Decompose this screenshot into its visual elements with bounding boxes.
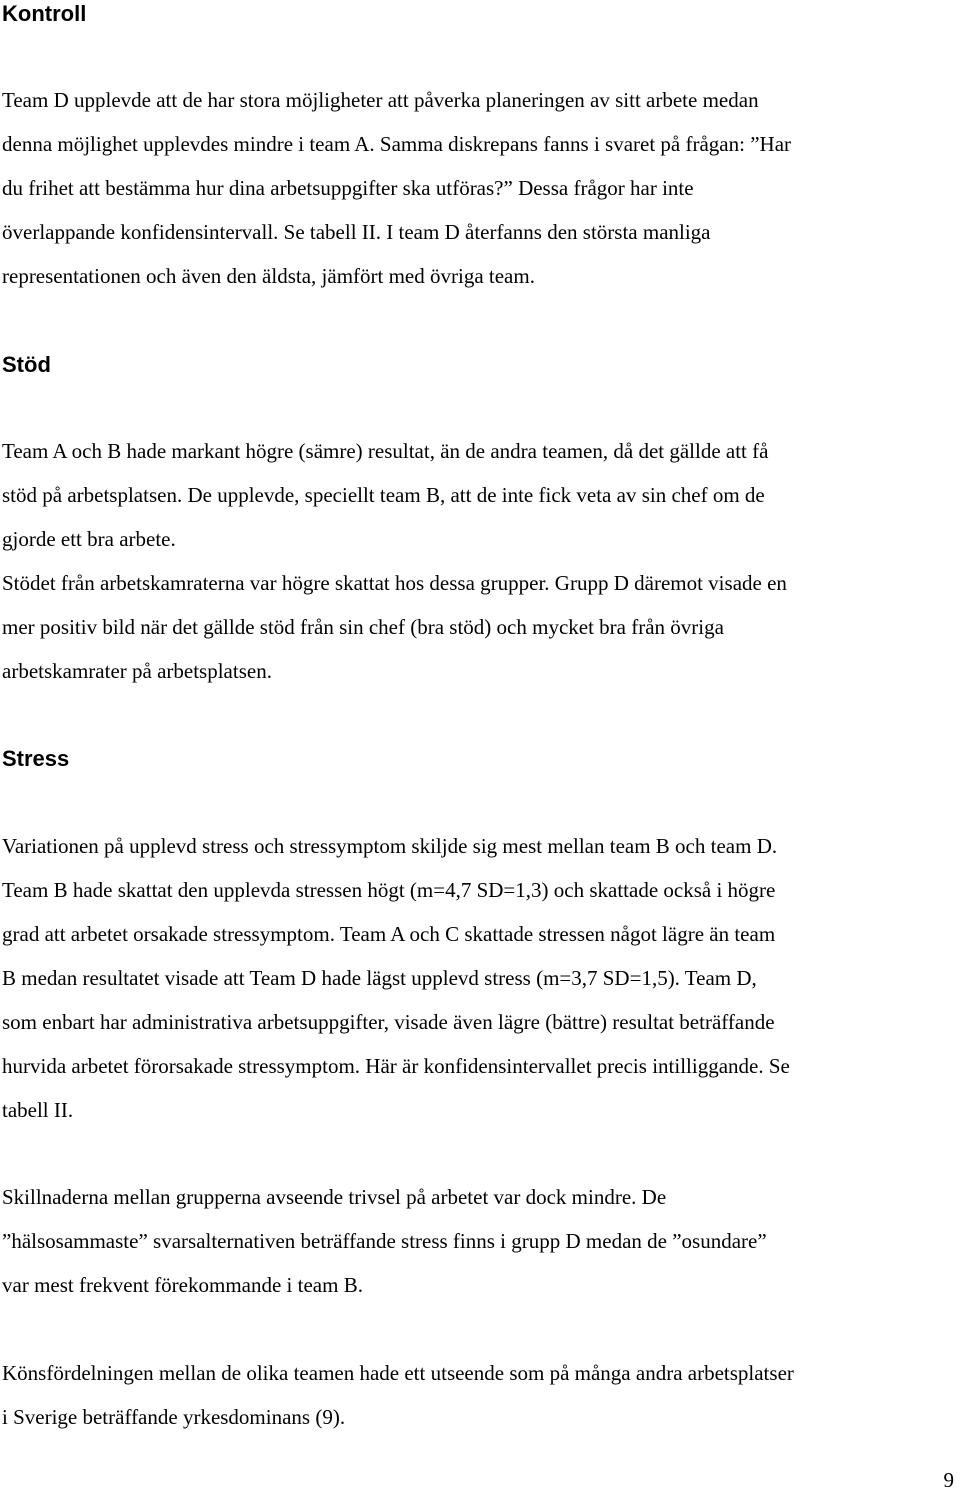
text-line: Team B hade skattat den upplevda stressen högt (m=4,7 SD=1,3) och skattade också i högre: [2, 878, 776, 902]
text-line: B medan resultatet visade att Team D hade lägst upplevd stress (m=3,7 SD=1,5). Team D,: [2, 966, 757, 990]
section-heading-stod: Stöd: [2, 352, 51, 377]
text-line: du frihet att bestämma hur dina arbetsuppgifter ska utföras?” Dessa frågor har inte: [2, 176, 694, 200]
section-heading-stress: Stress: [2, 746, 70, 771]
text-line: representationen och även den äldsta, jämfört med övriga team.: [2, 264, 535, 288]
text-line: hurvida arbetet förorsakade stressymptom. Här är konfidensintervallet precis intilliggande. Se: [2, 1054, 790, 1078]
text-line: som enbart har administrativa arbetsuppgifter, visade även lägre (bättre) resultat beträffande: [2, 1010, 775, 1034]
text-line: Team A och B hade markant högre (sämre) resultat, än de andra teamen, då det gällde att få: [2, 439, 769, 463]
text-line: mer positiv bild när det gällde stöd från sin chef (bra stöd) och mycket bra från övriga: [2, 615, 724, 639]
text-line: Skillnaderna mellan grupperna avseende trivsel på arbetet var dock mindre. De: [2, 1185, 667, 1209]
text-line: överlappande konfidensintervall. Se tabell II. I team D återfanns den största manliga: [2, 220, 711, 244]
text-line: Variationen på upplevd stress och stressymptom skiljde sig mest mellan team B och team D.: [2, 834, 778, 858]
text-line: Team D upplevde att de har stora möjligheter att påverka planeringen av sitt arbete medan: [2, 88, 759, 112]
text-line: grad att arbetet orsakade stressymptom. Team A och C skattade stressen något lägre än team: [2, 922, 776, 946]
text-line: var mest frekvent förekommande i team B.: [2, 1273, 363, 1297]
text-line: stöd på arbetsplatsen. De upplevde, speciellt team B, att de inte fick veta av sin chef om de: [2, 483, 765, 507]
text-line: denna möjlighet upplevdes mindre i team A. Samma diskrepans fanns i svaret på frågan: ”Har: [2, 132, 792, 156]
section-heading-kontroll: Kontroll: [2, 1, 87, 26]
text-line: Könsfördelningen mellan de olika teamen hade ett utseende som på många andra arbetsplatser: [2, 1361, 794, 1385]
page-number: 9: [943, 1468, 954, 1492]
text-line: ”hälsosammaste” svarsalternativen beträffande stress finns i grupp D medan de ”osundare”: [2, 1229, 767, 1253]
text-line: gjorde ett bra arbete.: [2, 527, 176, 551]
text-line: tabell II.: [2, 1098, 74, 1122]
text-line: Stödet från arbetskamraterna var högre skattat hos dessa grupper. Grupp D däremot visade en: [2, 571, 787, 595]
text-line: arbetskamrater på arbetsplatsen.: [2, 659, 272, 683]
text-line: i Sverige beträffande yrkesdominans (9).: [2, 1405, 346, 1429]
